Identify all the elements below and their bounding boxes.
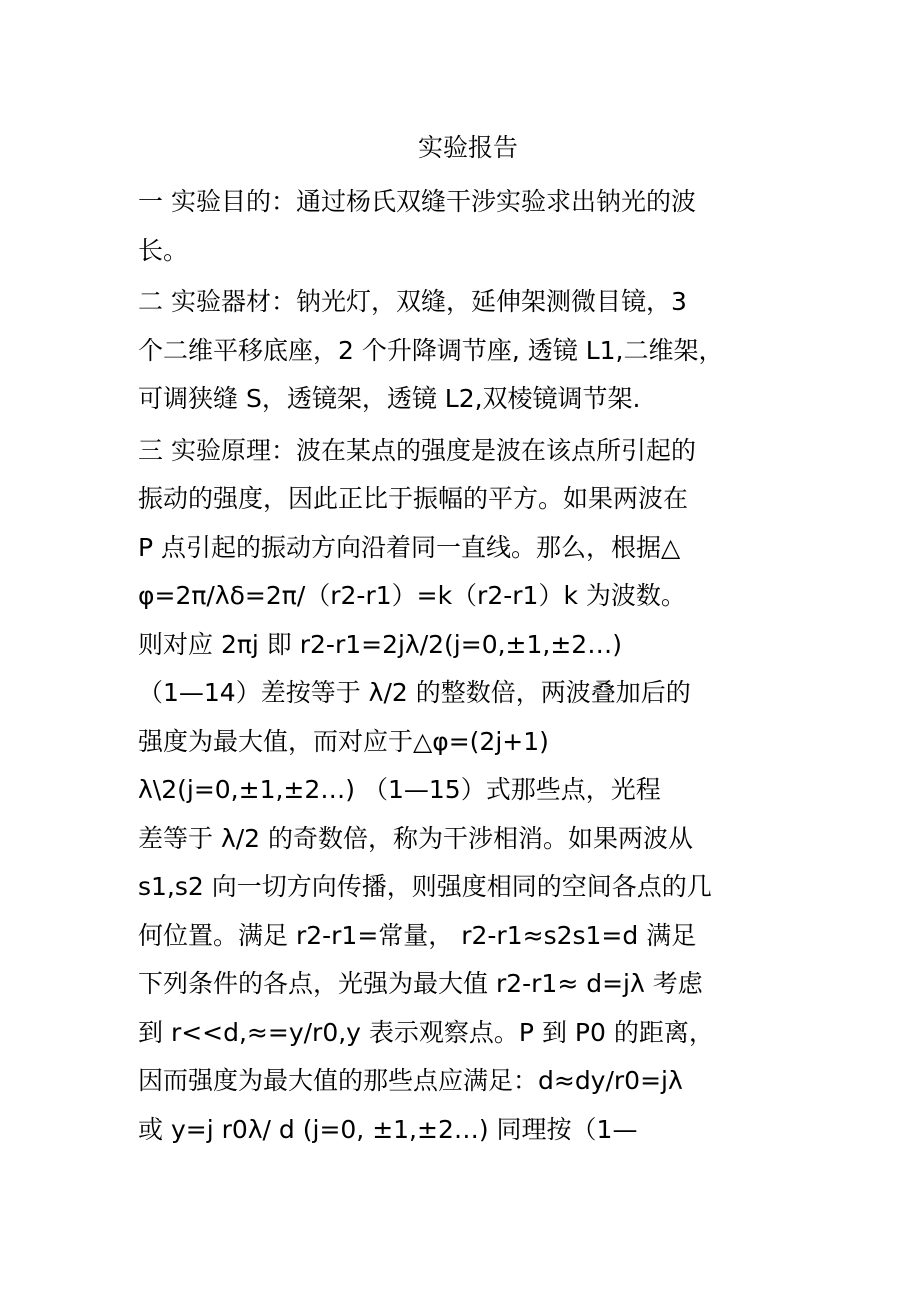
section-principle <box>138 427 798 1155</box>
text-line: （1—14）差按等于 λ/2 的整数倍，两波叠加后的 <box>138 678 691 707</box>
text-line: 振动的强度，因此正比于振幅的平方。如果两波在 <box>138 484 689 513</box>
text-line: 差等于 λ/2 的奇数倍，称为干涉相消。如果两波从 <box>138 823 694 853</box>
section-equipment <box>138 278 798 424</box>
text-line: 何位置。满足 r2-r1=常量， r2-r1≈s2s1=d 满足 <box>138 920 697 950</box>
text-line: s1,s2 向一切方向传播，则强度相同的空间各点的几 <box>138 872 712 901</box>
text-line: P 点引起的振动方向沿着同一直线。那么，根据△ <box>138 532 681 562</box>
text-line: 或 y=j r0λ/ d (j=0, ±1,±2…) 同理按（1— <box>138 1114 638 1144</box>
document-title: 实验报告 <box>417 133 518 162</box>
text-line: 下列条件的各点，光强为最大值 r2-r1≈ d=jλ 考虑 <box>138 969 703 998</box>
text-line: 到 r<<d,≈=y/r0,y 表示观察点。P 到 P0 的距离， <box>138 1017 714 1047</box>
text-line: 因而强度为最大值的那些点应满足：d≈dy/r0=jλ <box>138 1066 683 1095</box>
text-line: 强度为最大值，而对应于△φ=(2j+1) <box>138 726 549 756</box>
section-purpose <box>138 178 798 275</box>
text-line: 二 实验器材：钠光灯，双缝，延伸架测微目镜，3 <box>138 287 687 316</box>
text-line: 长。 <box>138 235 189 265</box>
text-line: 三 实验原理：波在某点的强度是波在该点所引起的 <box>138 435 696 465</box>
text-line: 个二维平移底座，2 个升降调节座, 透镜 L1,二维架， <box>138 335 724 365</box>
text-line: 则对应 2πj 即 r2-r1=2jλ/2(j=0,±1,±2…) <box>138 629 622 659</box>
text-line: λ\2(j=0,±1,±2…) （1—15）式那些点，光程 <box>138 775 661 804</box>
text-line: 可调狭缝 S，透镜架，透镜 L2,双棱镜调节架. <box>138 384 641 413</box>
text-line: 一 实验目的：通过杨氏双缝干涉实验求出钠光的波 <box>138 187 696 216</box>
text-line: φ=2π/λδ=2π/（r2-r1）=k（r2-r1）k 为波数。 <box>138 581 686 610</box>
document-page <box>138 118 798 1157</box>
